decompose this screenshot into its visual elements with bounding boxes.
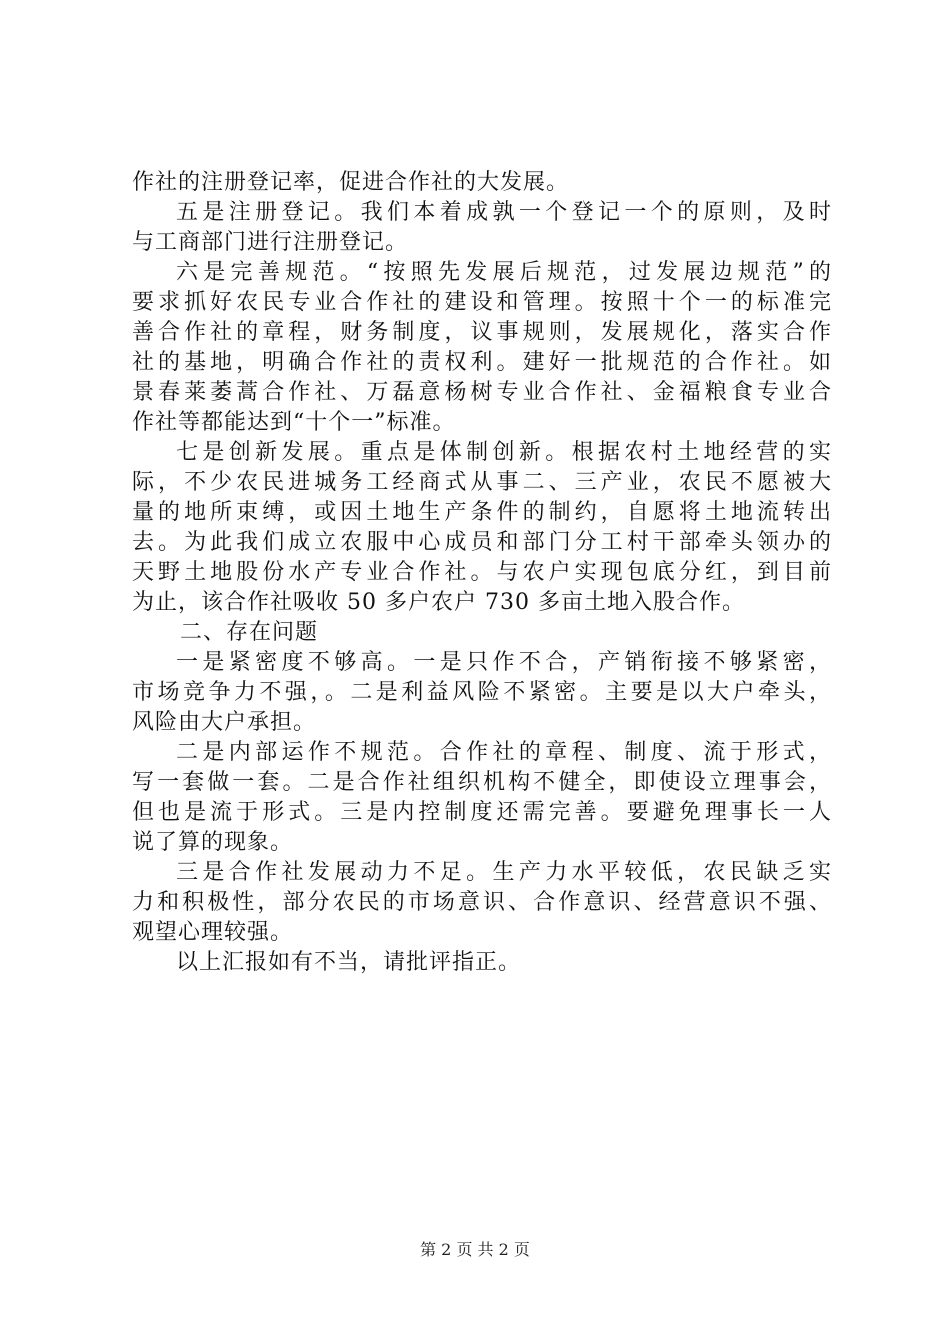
text-line: 去。为此我们成立农服中心成员和部门分工村干部牵头领办的 [132,530,832,555]
text-line: 作社的注册登记率，促进合作社的大发展。 [132,170,570,195]
text-line: 要求抓好农民专业合作社的建设和管理。按照十个一的标准完 [132,290,832,315]
text-line: 天野土地股份水产专业合作社。与农户实现包底分红，到目前 [132,560,832,585]
text-line: 际，不少农民进城务工经商式从事二、三产业，农民不愿被大 [132,470,832,495]
text-line: 五是注册登记。我们本着成孰一个登记一个的原则，及时 [176,200,832,225]
text-line: 与工商部门进行注册登记。 [132,230,409,255]
page-footer: 第 2 页 共 2 页 [420,1240,530,1259]
text-line: 三是合作社发展动力不足。生产力水平较低，农民缺乏实 [176,860,832,885]
text-line: 观望心理较强。 [132,920,294,945]
text-line: 二、存在问题 [180,620,319,645]
text-line: 以上汇报如有不当，请批评指正。 [176,950,522,975]
text-line: 六是完善规范。“按照先发展后规范，过发展边规范”的 [176,260,832,285]
text-line: 力和积极性，部分农民的市场意识、合作意识、经营意识不强、 [132,890,832,915]
text-line: 作社等都能达到“十个一”标准。 [132,410,456,435]
text-line: 七是创新发展。重点是体制创新。根据农村土地经营的实 [176,440,832,465]
text-line: 一是紧密度不够高。一是只作不合，产销衔接不够紧密， [176,650,832,675]
text-line: 市场竞争力不强，。二是利益风险不紧密。主要是以大户牵头， [132,680,832,705]
text-line: 为止，该合作社吸收 50 多户农户 730 多亩土地入股合作。 [132,590,745,615]
document-body [132,168,832,978]
text-line: 风险由大户承担。 [132,710,317,735]
text-line: 二是内部运作不规范。合作社的章程、制度、流于形式， [176,740,832,765]
text-line: 景春莱萎蒿合作社、万磊意杨树专业合作社、金福粮食专业合 [132,380,832,405]
text-line: 写一套做一套。二是合作社组织机构不健全，即使设立理事会， [132,770,832,795]
text-line: 但也是流于形式。三是内控制度还需完善。要避免理事长一人 [132,800,832,825]
text-line: 说了算的现象。 [132,830,294,855]
text-line: 量的地所束缚，或因土地生产条件的制约，自愿将土地流转出 [132,500,832,525]
text-line: 善合作社的章程，财务制度，议事规则，发展规化，落实合作 [132,320,832,345]
text-line: 社的基地，明确合作社的责权利。建好一批规范的合作社。如 [132,350,832,375]
